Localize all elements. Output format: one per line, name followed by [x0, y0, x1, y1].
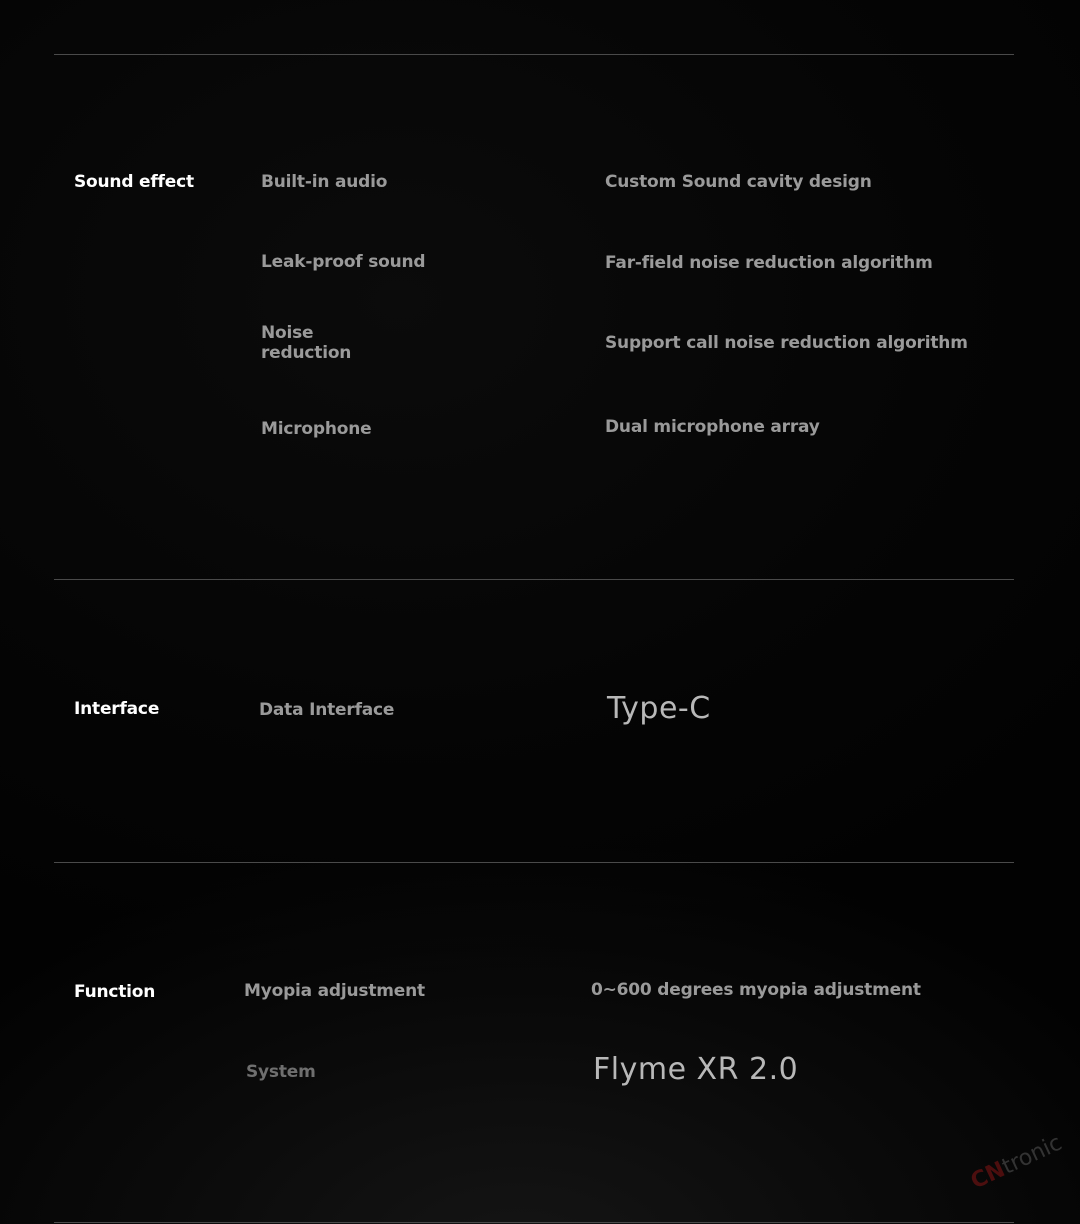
spec-label-myopia-adjustment: Myopia adjustment [244, 981, 425, 1001]
watermark-logo [967, 1129, 1075, 1208]
category-function: Function [74, 982, 156, 1002]
spec-value-microphone: Dual microphone array [605, 417, 820, 437]
spec-value-noise-reduction: Support call noise reduction algorithm [605, 333, 968, 353]
spec-label-microphone: Microphone [261, 419, 372, 439]
spec-label-system: System [246, 1062, 316, 1082]
spec-label-built-in-audio: Built-in audio [261, 172, 388, 192]
category-interface: Interface [74, 699, 160, 719]
spec-value-system: Flyme XR 2.0 [593, 1052, 799, 1087]
spec-label-leak-proof-sound: Leak-proof sound [261, 252, 426, 272]
divider-interface-function [54, 862, 1014, 863]
spec-label-noise-reduction: Noise reduction [261, 323, 352, 363]
watermark-part-cn: CN [967, 1157, 1009, 1195]
divider-top [54, 54, 1014, 55]
spec-value-data-interface: Type-C [607, 691, 711, 726]
watermark-part-tronic: tronic [998, 1130, 1066, 1180]
divider-sound-interface [54, 579, 1014, 580]
category-sound-effect: Sound effect [74, 172, 194, 192]
divider-bottom [54, 1222, 1014, 1223]
spec-value-myopia-adjustment: 0~600 degrees myopia adjustment [591, 980, 921, 1000]
spec-value-leak-proof-sound: Far-field noise reduction algorithm [605, 253, 933, 273]
spec-value-built-in-audio: Custom Sound cavity design [605, 172, 872, 192]
spec-label-data-interface: Data Interface [259, 700, 395, 720]
